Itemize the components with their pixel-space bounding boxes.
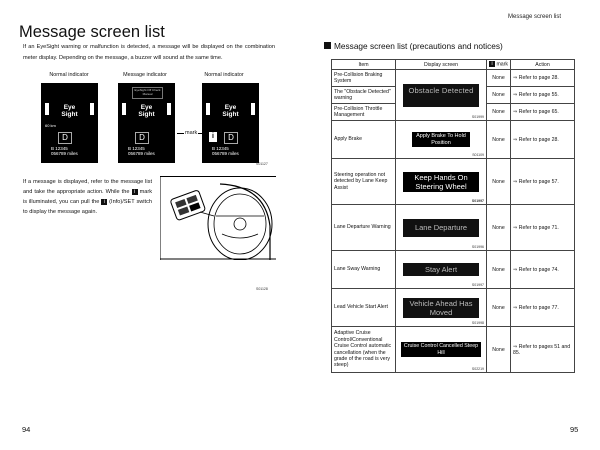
page-number-left: 94 [22, 425, 31, 434]
display-screen: Stay Alert [403, 263, 479, 276]
table-row: Lead Vehicle Start Alert Vehicle Ahead Has Moved S01998 None ⇒ Refer to page 77. [332, 289, 575, 327]
message-indicator-panel [118, 83, 175, 163]
page-title: Message screen list [19, 23, 165, 41]
odometer-line: 056789 miles [128, 151, 155, 156]
steering-wheel-illustration [160, 176, 276, 260]
odometer-line: B 12345 [51, 146, 68, 151]
figure-code: S01128 [256, 287, 268, 291]
gear-indicator: D [224, 132, 238, 144]
display-cell: Vehicle Ahead Has Moved S01998 [396, 289, 487, 327]
eyesight-text: Eye [63, 104, 76, 111]
message-table [331, 59, 575, 373]
normal-indicator-panel-2 [202, 83, 259, 163]
mark-callout-label: mark [185, 130, 198, 136]
table-row: Lane Sway Warning Stay Alert S01997 None ⇒ Refer to page 74. [332, 251, 575, 289]
table-row: Pre-Collision Braking System Obstacle Detected S01999 None ⇒ Refer to page 28. [332, 70, 575, 87]
display-screen: Vehicle Ahead Has Moved [403, 298, 479, 318]
column-header-display: Display screen [396, 60, 487, 70]
display-screen: Obstacle Detected [403, 84, 479, 107]
table-row: Apply Brake Apply Brake To Hold Position S01109 None ⇒ Refer to page 28. [332, 121, 575, 159]
info-mark-icon: i [489, 61, 495, 67]
column-header-action: Action [511, 60, 575, 70]
instruction-paragraph: If a message is displayed, refer to the message list and take the appropriate action. While the i mark is illuminated, you can pull the i (Info)/SET switch to display the message again. [23, 179, 152, 215]
info-mark-icon: i [101, 199, 107, 205]
table-row: Pre-Collision Throttle Management None ⇒ Refer to page 65. [332, 104, 575, 121]
gear-indicator: D [58, 132, 72, 144]
info-mark-icon: i [132, 189, 138, 195]
display-screen: Apply Brake To Hold Position [412, 132, 470, 147]
section-title: Message screen list (precautions and notices) [324, 41, 503, 51]
intro-paragraph: If an EyeSight warning or malfunction is detected, a message will be displayed on the combination meter display. Depending on the message, a buzzer will sound at the same time. [23, 44, 275, 61]
running-header: Message screen list [508, 14, 562, 20]
column-header-item: Item [332, 60, 396, 70]
figure-code: S01127 [256, 162, 268, 166]
eyesight-text: Sight [61, 111, 78, 118]
indicator-label-normal-2: Normal indicator [204, 72, 244, 78]
speed-readout: 60 km [45, 123, 56, 128]
odometer-line: 056789 miles [212, 151, 239, 156]
eyesight-text: Sight [222, 111, 239, 118]
page-number-right: 95 [570, 425, 579, 434]
table-row: The "Obstacle Detected" warning None ⇒ Refer to page 55. [332, 87, 575, 104]
display-screen: Keep Hands On Steering Wheel [403, 172, 479, 192]
display-cell: Stay Alert S01997 [396, 251, 487, 289]
info-mark-icon: i [209, 132, 217, 142]
display-cell: Apply Brake To Hold Position S01109 [396, 121, 487, 159]
eyesight-text: Eye [224, 104, 237, 111]
display-screen: Cruise Control Cancelled Steep Hill [401, 342, 481, 357]
section-marker-icon [324, 42, 331, 49]
odometer-line: 056789 miles [51, 151, 78, 156]
display-screen: Lane Departure [403, 219, 479, 237]
odometer-line: B 12345 [128, 146, 145, 151]
gear-indicator: D [135, 132, 149, 144]
indicator-label-message: Message indicator [123, 72, 167, 78]
display-cell: Obstacle Detected S01999 [396, 70, 487, 121]
eyesight-text: Sight [138, 111, 155, 118]
eyesight-text: Eye [140, 104, 153, 111]
indicator-label-normal-1: Normal indicator [49, 72, 89, 78]
table-row: Lane Departure Warning Lane Departure S01996 None ⇒ Refer to page 71. [332, 205, 575, 251]
normal-indicator-panel [41, 83, 98, 163]
display-cell: Lane Departure S01996 [396, 205, 487, 251]
message-box: EyeSight Off Check Manual [132, 87, 163, 99]
table-row: Adaptive Cruise Control/Conventional Cruise Control automatic cancellation (when the grade of the road is very steep) Cruise Control Cancelled Steep Hill S02219 None ⇒ Refer to pages 51 and 85. [332, 327, 575, 373]
column-header-mark: i mark [487, 60, 511, 70]
odometer-line: B 12345 [212, 146, 229, 151]
table-header-row [332, 60, 575, 70]
table-row: Steering operation not detected by Lane Keep Assist Keep Hands On Steering Wheel S01997 None ⇒ Refer to page 57. [332, 159, 575, 205]
display-cell: Keep Hands On Steering Wheel S01997 [396, 159, 487, 205]
display-cell: Cruise Control Cancelled Steep Hill S02219 [396, 327, 487, 373]
